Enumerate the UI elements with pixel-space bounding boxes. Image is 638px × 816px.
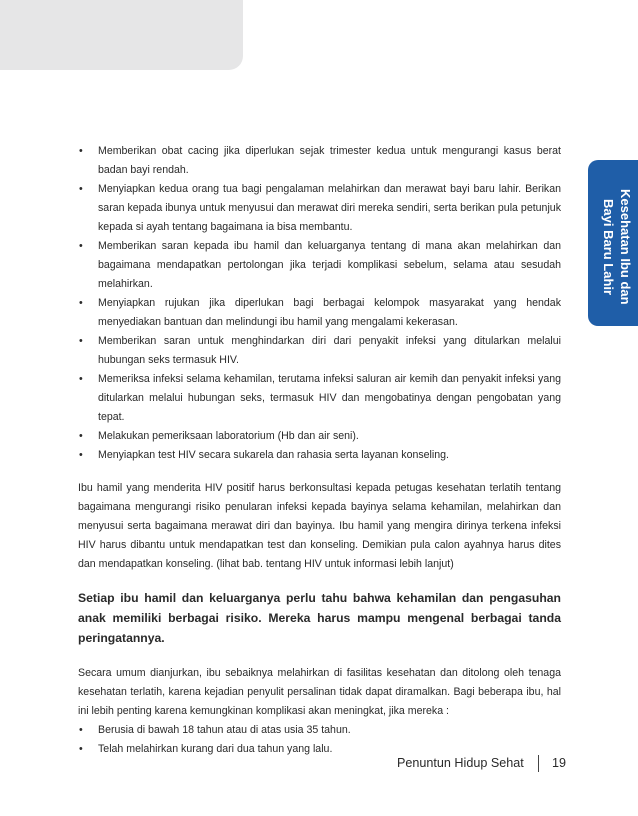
chapter-tab-line-1: Kesehatan Ibu dan (618, 189, 633, 305)
list-item-text: Memberikan saran kepada ibu hamil dan keluarganya tentang di mana akan melahirkan dan bagaimana mendapatkan pertolongan jika terjadi komplikasi sebelum, selama atau sesudah melahirkan. (98, 240, 561, 290)
bullet-icon: • (79, 240, 83, 252)
bullet-list-bottom (78, 721, 561, 759)
chapter-side-tab (588, 160, 638, 326)
list-item-text: Telah melahirkan kurang dari dua tahun yang lalu. (98, 743, 333, 755)
list-item-text: Memeriksa infeksi selama kehamilan, terutama infeksi saluran air kemih dan penyakit infeksi yang ditularkan melalui hubungan seks, termasuk HIV dan mengobatinya dengan pengobatan yang tepat. (98, 373, 561, 423)
list-item (78, 332, 561, 370)
footer-book-title: Penuntun Hidup Sehat (397, 756, 524, 770)
list-item-text: Memberikan saran untuk menghindarkan diri dari penyakit infeksi yang ditularkan melalui hubungan seks termasuk HIV. (98, 335, 561, 366)
list-item (78, 237, 561, 294)
bullet-icon: • (79, 183, 83, 195)
bullet-icon: • (79, 335, 83, 347)
list-item (78, 427, 561, 446)
bullet-icon: • (79, 430, 83, 442)
list-item-text: Menyiapkan test HIV secara sukarela dan rahasia serta layanan konseling. (98, 449, 449, 461)
list-item-text: Menyiapkan kedua orang tua bagi pengalaman melahirkan dan merawat bayi baru lahir. Berikan saran kepada ibunya untuk menyusui dan merawat diri mereka sendiri, serta berikan pula petunjuk kepada si ayah tentang bagaimana ia bisa membantu. (98, 183, 561, 233)
bullet-icon: • (79, 145, 83, 157)
bullet-list-top (78, 142, 561, 465)
bullet-icon: • (79, 373, 83, 385)
list-item (78, 721, 561, 740)
chapter-side-tab-label (594, 172, 634, 322)
page-number: 19 (552, 756, 567, 770)
list-item-text: Melakukan pemeriksaan laboratorium (Hb dan air seni). (98, 430, 359, 442)
list-item (78, 370, 561, 427)
highlight-statement: Setiap ibu hamil dan keluarganya perlu tahu bahwa kehamilan dan pengasuhan anak memiliki berbagai risiko. Mereka harus mampu mengenal berbagai tanda peringatannya. (78, 591, 561, 645)
list-item-text: Memberikan obat cacing jika diperlukan sejak trimester kedua untuk mengurangi kasus berat badan bayi rendah. (98, 145, 561, 176)
chapter-tab-line-2: Bayi Baru Lahir (601, 198, 616, 296)
list-item (78, 180, 561, 237)
list-item-text: Menyiapkan rujukan jika diperlukan bagi berbagai kelompok masyarakat yang hendak menyediakan bantuan dan melindungi ibu hamil yang mengalami kekerasan. (98, 297, 561, 328)
footer-divider (538, 755, 539, 772)
page-content (78, 142, 561, 759)
bullet-icon: • (79, 297, 83, 309)
corner-decoration (0, 0, 243, 70)
bullet-icon: • (79, 724, 83, 736)
paragraph-hiv: Ibu hamil yang menderita HIV positif harus berkonsultasi kepada petugas kesehatan terlatih tentang bagaimana mengurangi risiko penularan infeksi kepada bayinya selama kehamilan, melahirkan dan menyusui serta bagaimana merawat diri dan bayinya. Ibu hamil yang mengira dirinya terkena infeksi HIV harus dibantu untuk mendapatkan test dan konseling. Demikian pula calon ayahnya harus dites dan mendapatkan konseling. (lihat bab. tentang HIV untuk informasi lebih lanjut) (78, 482, 561, 570)
list-item (78, 294, 561, 332)
bullet-icon: • (79, 449, 83, 461)
list-item (78, 142, 561, 180)
bullet-icon: • (79, 743, 83, 755)
list-item (78, 446, 561, 465)
list-item-text: Berusia di bawah 18 tahun atau di atas usia 35 tahun. (98, 724, 351, 736)
paragraph-general: Secara umum dianjurkan, ibu sebaiknya melahirkan di fasilitas kesehatan dan ditolong oleh tenaga kesehatan terlatih, karena kejadian penyulit persalinan tidak dapat diramalkan. Bagi beberapa ibu, hal ini lebih penting karena kemungkinan komplikasi akan meningkat, jika mereka : (78, 667, 561, 717)
